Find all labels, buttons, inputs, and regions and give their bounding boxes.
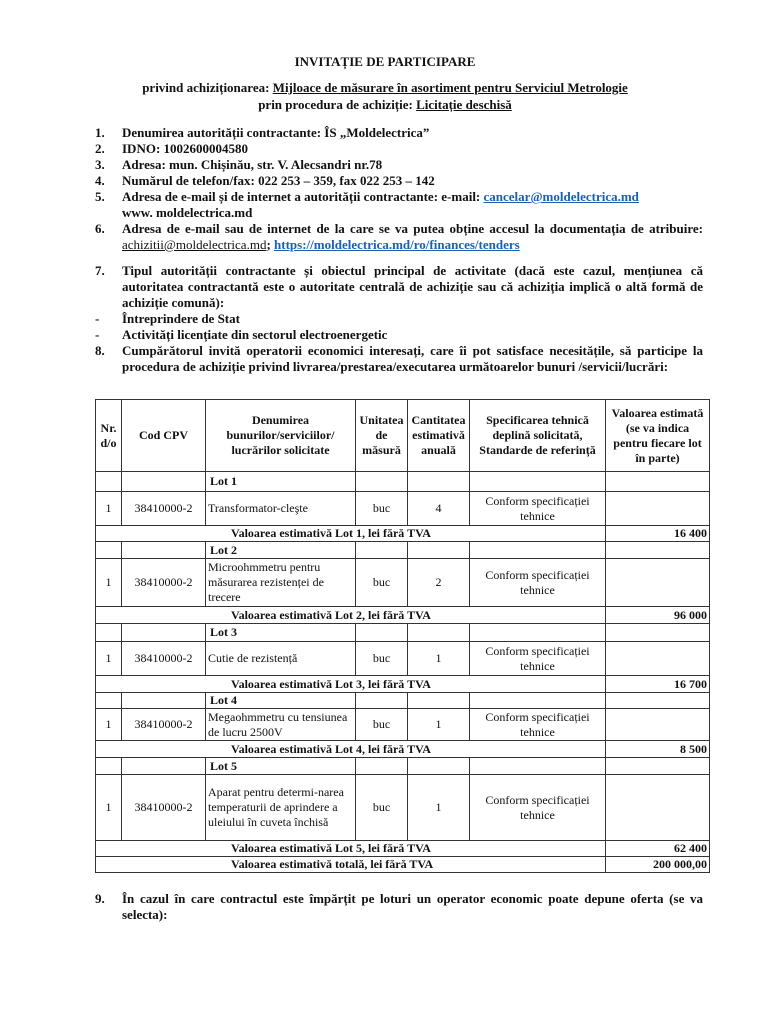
table-row bbox=[96, 676, 710, 693]
header-spec: Specificarea tehnică deplină solicitată, Standarde de referință bbox=[470, 400, 606, 472]
info-list-2 bbox=[95, 263, 703, 375]
table-row bbox=[96, 472, 710, 492]
lot-label: Lot 1 bbox=[206, 472, 356, 492]
list-item-authority: 1. Denumirea autorității contractante: ÎS „Moldelectrica” bbox=[95, 125, 430, 140]
table-header-row bbox=[96, 400, 710, 472]
website-text: www. moldelectrica.md bbox=[122, 205, 253, 220]
list-item-invitation: 8. Cumpărătorul invită operatorii economici interesați, care îi pot satisface necesitățile, să participe la procedura de achiziție privind livrarea/prestarea/executarea următoarelor bunuri /servicii/lucrări: bbox=[95, 343, 703, 374]
list-item-dash-2: - Activități licențiate din sectorul electroenergetic bbox=[95, 327, 388, 342]
table-row: 1 38410000-2 Aparat pentru determi-narea temperaturii de aprindere a uleiului în cuveta închisă buc 1 Conform specificației tehnice bbox=[96, 775, 710, 841]
table-row: 1 38410000-2 Microohmmetru pentru măsurarea rezistenței de trecere buc 2 Conform specificației tehnice bbox=[96, 559, 710, 607]
subtitle-prefix: privind achiziționarea: bbox=[142, 80, 273, 95]
lot-total-value: 62 400 bbox=[606, 841, 710, 857]
list-item-phone: 4. Numărul de telefon/fax: 022 253 – 359, fax 022 253 – 142 bbox=[95, 173, 435, 188]
procurement-email-link[interactable]: achizitii@moldelectrica.md bbox=[122, 237, 267, 252]
lot-total-value: 16 700 bbox=[606, 676, 710, 693]
document-title: INVITAȚIE DE PARTICIPARE bbox=[294, 54, 476, 69]
list-item-idno: 2. IDNO: 1002600004580 bbox=[95, 141, 249, 156]
header-qty: Cantitatea estimativă anuală bbox=[408, 400, 470, 472]
table-row: 1 38410000-2 Transformator-cleşte buc 4 Conform specificației tehnice bbox=[96, 492, 710, 526]
tenders-url-link[interactable]: https://moldelectrica.md/ro/finances/tenders bbox=[274, 237, 520, 252]
grand-total-label: Valoarea estimativă totală, lei fără TVA bbox=[96, 857, 606, 873]
info-list bbox=[95, 125, 703, 253]
list-item-authority-type: 7. Tipul autorității contractante și obiectul principal de activitate (dacă este cazul, mențiunea că autoritatea contractantă este o autoritate centrală de achiziție sau că achiziția implică o altă formă de achiziție comună): bbox=[95, 263, 703, 310]
table-row: 1 38410000-2 Megaohmmetru cu tensiunea de lucru 2500V buc 1 Conform specificației tehnice bbox=[96, 709, 710, 741]
lot-total-label: Valoarea estimativă Lot 4, lei fără TVA bbox=[96, 741, 606, 758]
table-row bbox=[96, 741, 710, 758]
grand-total-value: 200 000,00 bbox=[606, 857, 710, 873]
table-row bbox=[96, 857, 710, 873]
lot-total-value: 96 000 bbox=[606, 607, 710, 624]
table-row bbox=[96, 841, 710, 857]
list-item-email-web: 5. Adresa de e-mail și de internet a autorității contractante: e-mail: cancelar@moldelectrica.md www. moldelectrica.md bbox=[95, 189, 639, 220]
table-row bbox=[96, 693, 710, 709]
lot-total-value: 8 500 bbox=[606, 741, 710, 758]
contact-email-link[interactable]: cancelar@moldelectrica.md bbox=[483, 189, 639, 204]
procedure-type: Licitație deschisă bbox=[416, 97, 512, 112]
list-item-dash-1: - Întreprindere de Stat bbox=[95, 311, 240, 326]
procurement-subject: Mijloace de măsurare în asortiment pentru Serviciul Metrologie bbox=[272, 80, 628, 95]
header-value: Valoarea estimată (se va indica pentru fiecare lot în parte) bbox=[606, 400, 710, 472]
list-item-lot-bidding: 9. În cazul în care contractul este împărțit pe loturi un operator economic poate depune oferta (se va selecta): bbox=[95, 891, 703, 922]
lot-label: Lot 3 bbox=[206, 624, 356, 642]
lot-total-value: 16 400 bbox=[606, 526, 710, 542]
list-item-documentation-access: 6. Adresa de e-mail sau de internet de la care se va putea obține accesul la documentația de atribuire: achizitii@moldelectrica.md; https://moldelectrica.md/ro/finances/tenders bbox=[95, 221, 703, 252]
lot-label: Lot 5 bbox=[206, 758, 356, 775]
lots-table bbox=[95, 399, 710, 873]
table-row bbox=[96, 526, 710, 542]
table-row bbox=[96, 607, 710, 624]
lot-total-label: Valoarea estimativă Lot 3, lei fără TVA bbox=[96, 676, 606, 693]
document-subtitle bbox=[0, 79, 770, 113]
header-unit: Unitatea de măsură bbox=[356, 400, 408, 472]
header-name: Denumirea bunurilor/serviciilor/ lucrărilor solicitate bbox=[206, 400, 356, 472]
lot-label: Lot 4 bbox=[206, 693, 356, 709]
lot-total-label: Valoarea estimativă Lot 2, lei fără TVA bbox=[96, 607, 606, 624]
procedure-prefix: prin procedura de achiziție: bbox=[258, 97, 417, 112]
table-row bbox=[96, 624, 710, 642]
lot-label: Lot 2 bbox=[206, 542, 356, 559]
table-row bbox=[96, 542, 710, 559]
table-row bbox=[96, 758, 710, 775]
header-nr: Nr. d/o bbox=[96, 400, 122, 472]
lot-total-label: Valoarea estimativă Lot 1, lei fără TVA bbox=[96, 526, 606, 542]
header-cpv: Cod CPV bbox=[122, 400, 206, 472]
lot-total-label: Valoarea estimativă Lot 5, lei fără TVA bbox=[96, 841, 606, 857]
list-item-address: 3. Adresa: mun. Chișinău, str. V. Alecsandri nr.78 bbox=[95, 157, 383, 172]
table-row: 1 38410000-2 Cutie de rezistență buc 1 Conform specificației tehnice bbox=[96, 642, 710, 676]
